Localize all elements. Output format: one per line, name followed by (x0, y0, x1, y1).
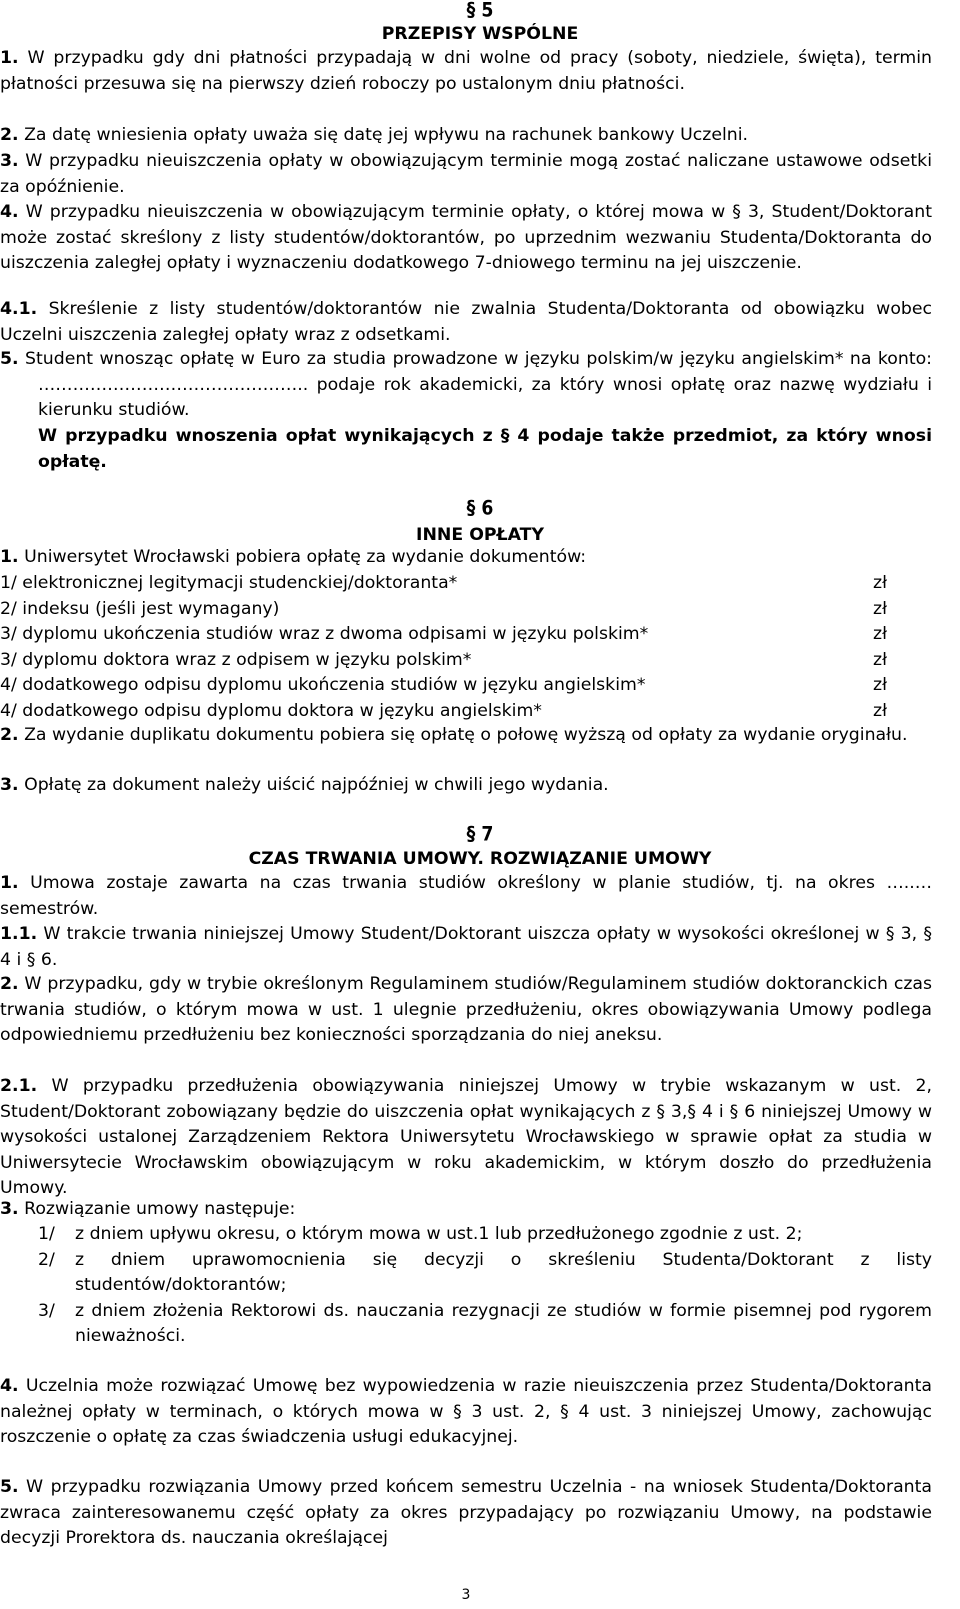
section-7-number: § 7 (466, 823, 494, 847)
page-number: 3 (461, 1587, 471, 1603)
paragraph-5-4: 4. W przypadku nieuiszczenia w obowiązującym terminie opłaty, o której mowa w § 3, Student/Doktorant może zostać skreślony z listy studentów/doktorantów, po uprzednim wezwaniu Studenta/Doktoranta do uiszczenia zaległej opłaty i wyznaczeniu dodatkowego 7-dniowego terminu na jej uiszczenie. (0, 202, 932, 274)
paragraph-5-1: 1. W przypadku gdy dni płatności przypadają w dni wolne od pracy (soboty, niedziele, święta), termin płatności przesuwa się na pierwszy dzień roboczy po ustalonym dniu płatności. (0, 48, 932, 94)
paragraph-7-1-1: 1.1. W trakcie trwania niniejszej Umowy Student/Doktorant uiszcza opłaty w wysokości określonej w § 3, § 4 i § 6. (0, 924, 932, 970)
fee-row: 3/ dyplomu doktora wraz z odpisem w języku polskim* zł (0, 649, 887, 670)
section-6-number: § 6 (466, 497, 494, 521)
section-5-number: § 5 (466, 0, 494, 23)
section-6-title: INNE OPŁATY (416, 525, 544, 545)
list-item: 1/ z dniem upływu okresu, o którym mowa w ust.1 lub przedłużonego zgodnie z ust. 2; (38, 1224, 803, 1244)
section-5-title: PRZEPISY WSPÓLNE (381, 24, 579, 44)
paragraph-7-1: 1. Umowa zostaje zawarta na czas trwania studiów określony w planie studiów, tj. na okres …..… semestrów. (0, 873, 932, 919)
paragraph-5-5: 5. Student wnosząc opłatę w Euro za studia prowadzone w języku polskim/w języku angielskim* na konto: ……………………………………….. podaje rok akademicki, za który wnosi opłatę oraz nazwę wydziału i kierunku studiów. (0, 349, 932, 421)
paragraph-6-2: 2. Za wydanie duplikatu dokumentu pobiera się opłatę o połowę wyższą od opłaty za wydanie oryginału. (0, 725, 908, 745)
paragraph-5-note: W przypadku wnoszenia opłat wynikających z § 4 podaje także przedmiot, za który wnosi opłatę. (38, 426, 932, 472)
section-7-title: CZAS TRWANIA UMOWY. ROZWIĄZANIE UMOWY (248, 849, 712, 869)
paragraph-7-2: 2. W przypadku, gdy w trybie określonym Regulaminem studiów/Regulaminem studiów doktoranckich czas trwania studiów, o którym mowa w ust. 1 ulegnie przedłużeniu, okres obowiązywania Umowy podlega odpowiedniemu przedłużeniu bez konieczności sporządzania do niej aneksu. (0, 974, 932, 1046)
paragraph-5-3: 3. W przypadku nieuiszczenia opłaty w obowiązującym terminie mogą zostać naliczane ustawowe odsetki za opóźnienie. (0, 151, 932, 197)
list-item: 2/ z dniem uprawomocnienia się decyzji o skreśleniu Studenta/Doktorant z listy studentów/doktorantów; (38, 1249, 932, 1296)
list-item: 3/ z dniem złożenia Rektorowi ds. nauczania rezygnacji ze studiów w formie pisemnej pod rygorem nieważności. (38, 1300, 932, 1347)
fee-row: 2/ indeksu (jeśli jest wymagany) zł (0, 598, 887, 619)
paragraph-7-5: 5. W przypadku rozwiązania Umowy przed końcem semestru Uczelnia - na wniosek Studenta/Doktoranta zwraca zainteresowanemu część opłaty za okres przypadający po rozwiązaniu Umowy, na podstawie decyzji Prorektora ds. nauczania określającej (0, 1477, 932, 1549)
fee-row: 3/ dyplomu ukończenia studiów wraz z dwoma odpisami w języku polskim* zł (0, 624, 887, 645)
paragraph-6-1: 1. Uniwersytet Wrocławski pobiera opłatę za wydanie dokumentów: (0, 547, 587, 567)
termination-list (0, 1222, 932, 1350)
fee-row: 1/ elektronicznej legitymacji studenckiej/doktoranta* zł (0, 573, 887, 593)
paragraph-5-2: 2. Za datę wniesienia opłaty uważa się datę jej wpływu na rachunek bankowy Uczelni. (0, 125, 749, 145)
paragraph-5-4-1: 4.1. Skreślenie z listy studentów/doktorantów nie zwalnia Studenta/Doktoranta od obowiązku wobec Uczelni uiszczenia zaległej opłaty wraz z odsetkami. (0, 299, 932, 345)
paragraph-7-4: 4. Uczelnia może rozwiązać Umowę bez wypowiedzenia w razie nieuiszczenia przez Studenta/Doktoranta należnej opłaty w terminach, o których mowa w § 3 ust. 2, § 4 ust. 3 niniejszej Umowy, zachowując roszczenie o opłatę za czas świadczenia usługi edukacyjnej. (0, 1376, 932, 1448)
paragraph-7-2-1: 2.1. W przypadku przedłużenia obowiązywania niniejszej Umowy w trybie wskazanym w ust. 2, Student/Doktorant zobowiązany będzie do uiszczenia opłat wynikających z § 3,§ 4 i § 6 niniejszej Umowy w wysokości ustalonej Zarządzeniem Rektora Uniwersytetu Wrocławskiego w sprawie opłat za studia w Uniwersytecie Wrocławskim obowiązującym w roku akademickim, w którym doszło do przedłużenia Umowy. (0, 1076, 932, 1199)
paragraph-6-3: 3. Opłatę za dokument należy uiścić najpóźniej w chwili jego wydania. (0, 775, 609, 795)
fee-row: 4/ dodatkowego odpisu dyplomu ukończenia studiów w języku angielskim* zł (0, 675, 887, 696)
fee-row: 4/ dodatkowego odpisu dyplomu doktora w języku angielskim* zł (0, 700, 887, 721)
fee-list (0, 571, 932, 725)
paragraph-7-3: 3. Rozwiązanie umowy następuje: (0, 1199, 296, 1219)
